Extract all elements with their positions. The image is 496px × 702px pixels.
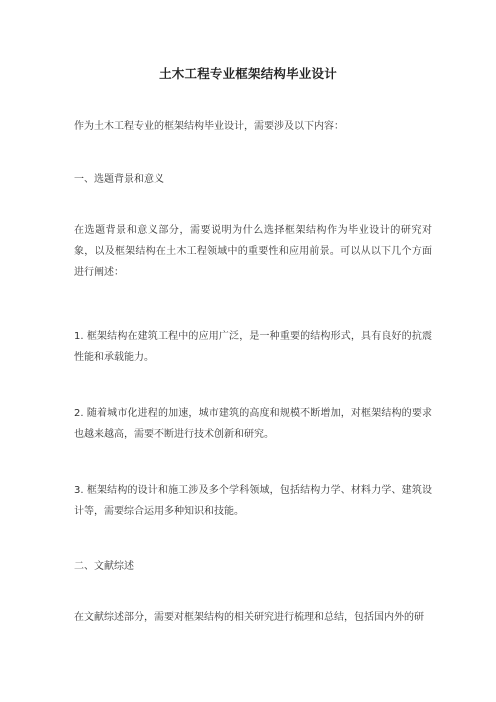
section-literature-paragraph: 在文献综述部分，需要对框架结构的相关研究进行梳理和总结，包括国内外的研 bbox=[74, 612, 424, 623]
section-heading-literature-review: 二、文献综述 bbox=[74, 561, 134, 572]
intro-paragraph: 作为土木工程专业的框架结构毕业设计，需要涉及以下内容： bbox=[74, 121, 344, 132]
document-title: 土木工程专业框架结构毕业设计 bbox=[159, 66, 337, 81]
list-item-point-3: 3. 框架结构的设计和施工涉及多个学科领域，包括结构力学、材料力学、建筑设计等，需要综合运用多种知识和技能。 bbox=[74, 485, 432, 517]
list-item-point-2: 2. 随着城市化进程的加速，城市建筑的高度和规模不断增加，对框架结构的要求也越来越高，需要不断进行技术创新和研究。 bbox=[74, 408, 432, 440]
section-heading-background: 一、选题背景和意义 bbox=[74, 174, 164, 185]
list-item-point-1: 1. 框架结构在建筑工程中的应用广泛，是一种重要的结构形式，具有良好的抗震性能和承载能力。 bbox=[74, 331, 432, 363]
section-background-paragraph: 在选题背景和意义部分，需要说明为什么选择框架结构作为毕业设计的研究对象，以及框架结构在土木工程领域中的重要性和应用前景。可以从以下几个方面进行阐述： bbox=[74, 225, 432, 278]
